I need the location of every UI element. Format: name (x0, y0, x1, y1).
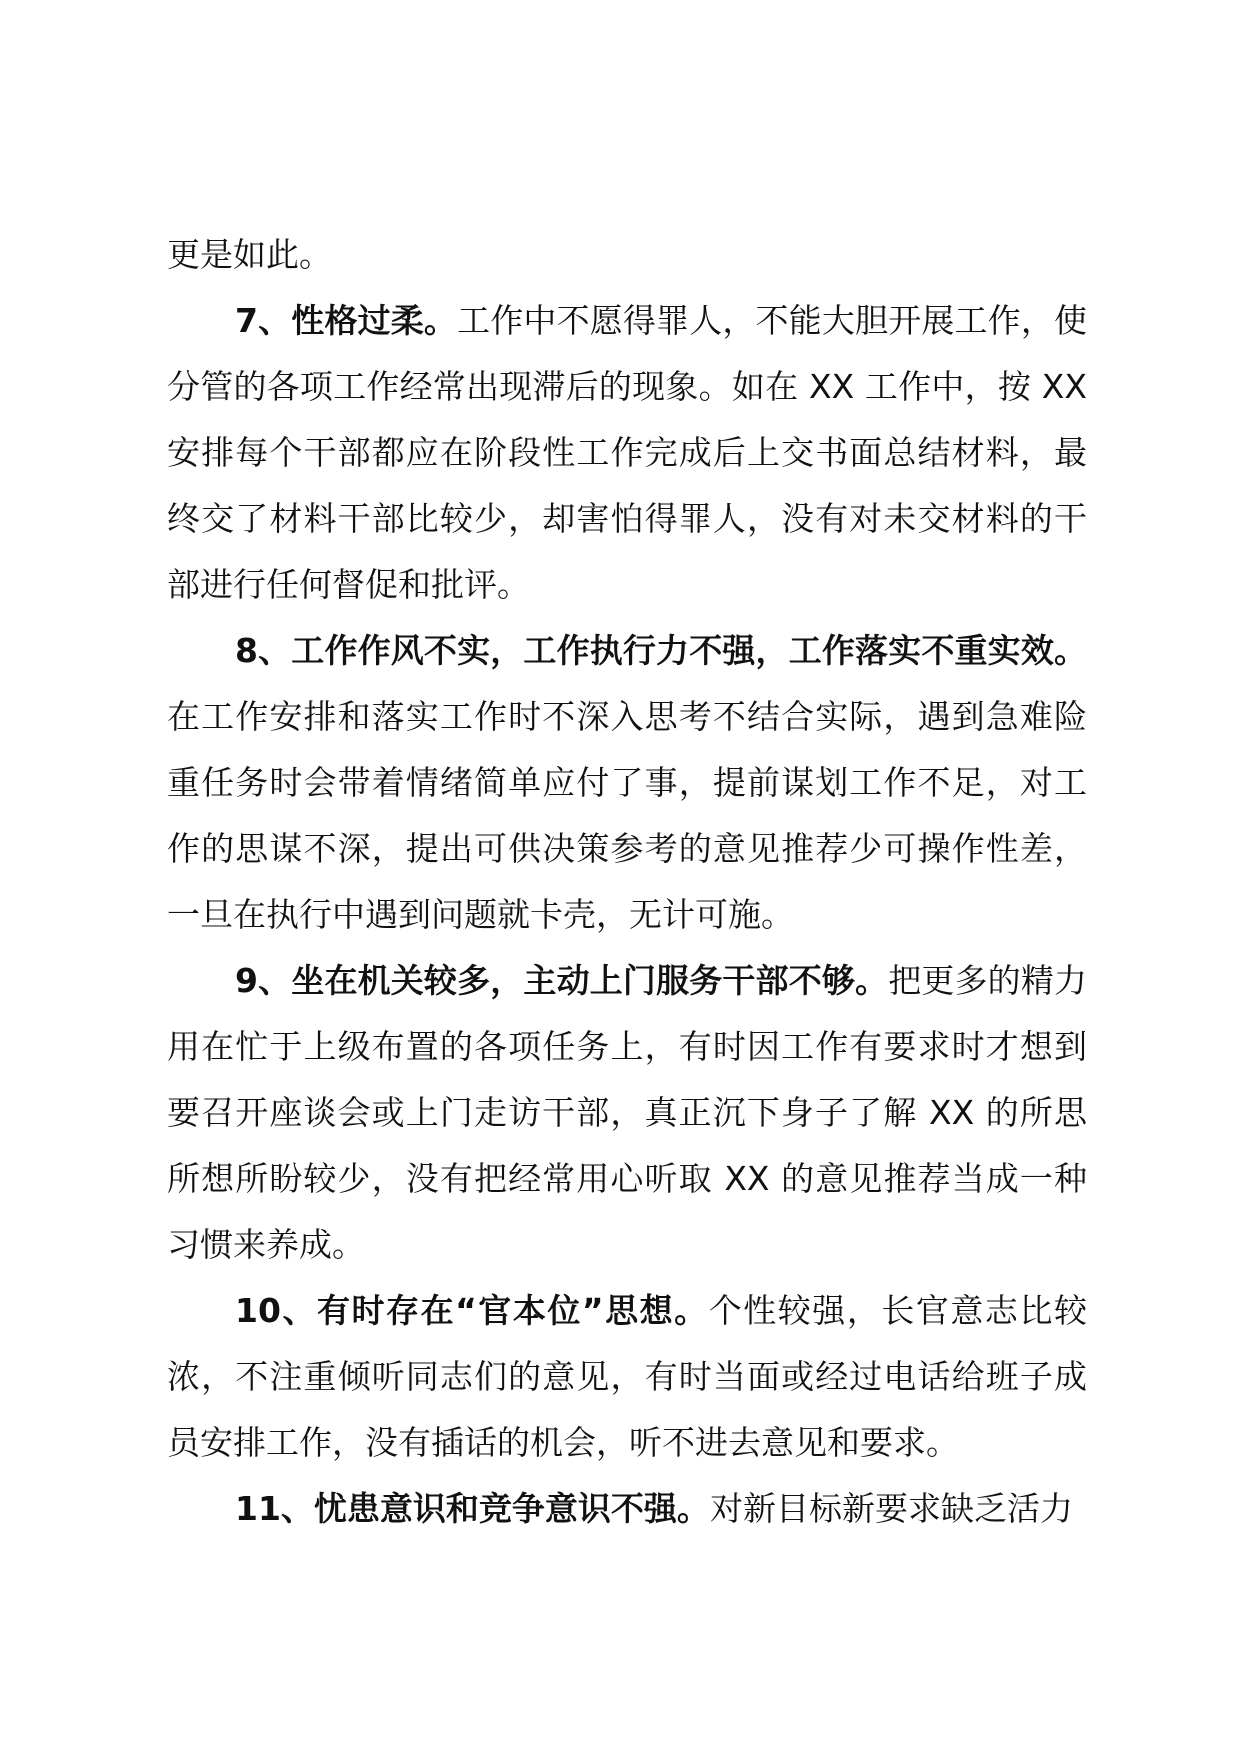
paragraph-item-10 (167, 1278, 1087, 1476)
item-9-heading: 9、坐在机关较多，主动上门服务干部不够。 (235, 961, 889, 1000)
paragraph-item-8 (167, 618, 1087, 948)
item-7-body: 工作中不愿得罪人，不能大胆开展工作，使分管的各项工作经常出现滞后的现象。如在 XX 工作中，按 XX 安排每个干部都应在阶段性工作完成后上交书面总结材料，最终交了材料干部比较少，却害怕得罪人，没有对未交材料的干部进行任何督促和批评。 (167, 301, 1087, 604)
continuation-paragraph: 更是如此。 (167, 235, 332, 274)
item-10-body: 个性较强，长官意志比较浓，不注重倾听同志们的意见，有时当面或经过电话给班子成员安排工作，没有插话的机会，听不进去意见和要求。 (167, 1291, 1087, 1462)
item-10-heading: 10、有时存在“官本位”思想。 (235, 1291, 709, 1330)
paragraph-item-7 (167, 288, 1087, 618)
document-body (167, 222, 1087, 1542)
item-9-body: 把更多的精力用在忙于上级布置的各项任务上，有时因工作有要求时才想到要召开座谈会或上门走访干部，真正沉下身子了解 XX 的所思所想所盼较少，没有把经常用心听取 XX 的意见推荐当成一种习惯来养成。 (167, 961, 1087, 1264)
item-11-heading: 11、忧患意识和竞争意识不强。 (235, 1489, 710, 1528)
paragraph-item-9 (167, 948, 1087, 1278)
item-11-body: 对新目标新要求缺乏活力 (709, 1489, 1073, 1528)
paragraph-item-11 (167, 1476, 1087, 1542)
item-7-heading: 7、性格过柔。 (235, 301, 458, 340)
item-8-body: 在工作安排和落实工作时不深入思考不结合实际，遇到急难险重任务时会带着情绪简单应付了事，提前谋划工作不足，对工作的思谋不深，提出可供决策参考的意见推荐少可操作性差，一旦在执行中遇到问题就卡壳，无计可施。 (167, 697, 1087, 934)
item-8-heading: 8、工作作风不实，工作执行力不强，工作落实不重实效。 (235, 631, 1087, 670)
